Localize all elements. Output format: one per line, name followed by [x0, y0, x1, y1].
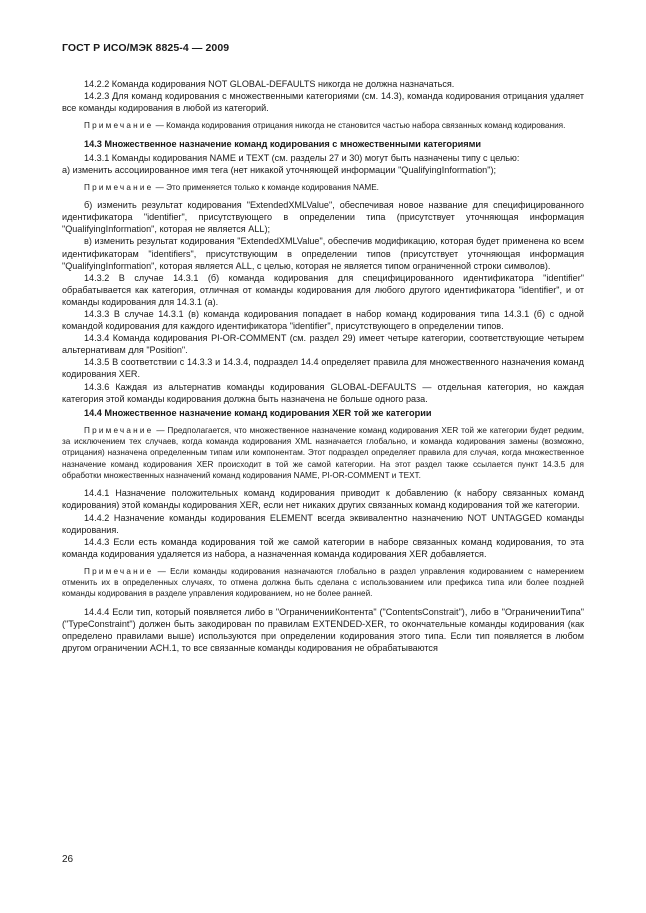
document-header: ГОСТ Р ИСО/МЭК 8825-4 — 2009	[62, 42, 230, 54]
note-label: Примечание	[84, 566, 154, 576]
note-text: — Если команды кодирования назначаются глобально в раздел управления кодированием с намерением отменить их в определенных случаях, то отмена должна быть сделана с использованием или префикса типа или более поздней команды кодирования в разделе управления кодированием, но не более ранней.	[62, 566, 584, 599]
paragraph-14-3-2: 14.3.2 В случае 14.3.1 (б) команда кодирования для специфицированного идентификатора "identifier" обрабатывается как категория, отличная от команды кодирования для любого другого идентификатора "identifier", и от команды кодирования для 14.3.1 (а).	[62, 272, 584, 307]
note-4	[62, 566, 584, 600]
note-text: — Предполагается, что множественное назначение команд кодирования XER той же категории будет редким, за исключением тех случаев, когда команда кодирования XML назначается глобально, и команда кодирования замены (возможно, отрицания) назначена определенным типам или компонентам. Этот подраздел определяет правила для случая, когда множественное назначение команд кодирования XER происходит в той же самой категории. На этот раздел также ссылается пункт 14.3.5 для обработки множественных назначений команд кодирования NAME, PI-OR-COMMENT и TEXT.	[62, 425, 584, 481]
paragraph-14-4-4: 14.4.4 Если тип, который появляется либо в "ОграниченииКонтента" ("ContentsConstrait"), либо в "ОграниченииТипа" ("TypeConstraint") должен быть закодирован по правилам EXTENDED-XER, то окончательные команды кодирования (как определено правилами выше) используются при определении кодирования этого типа. Если тип появляется в любом другом ограничении ACH.1, то все связанные команды кодирования не обрабатываются	[62, 606, 584, 654]
paragraph-14-3-3: 14.3.3 В случае 14.3.1 (в) команда кодирования попадает в набор команд кодирования типа 14.3.1 (б) с одной командой кодирования для каждого идентификатора "identifier", присутствующего в определении типов.	[62, 309, 584, 332]
note-label: Примечание	[84, 121, 154, 131]
note-2	[62, 182, 584, 193]
page-number: 26	[62, 854, 74, 865]
paragraph-14-4-1: 14.4.1 Назначение положительных команд кодирования приводит к добавлению (к набору связанных команд кодирования) этой команды кодирования XER, если нет никаких других связанных команд кодирования той же категории.	[62, 488, 584, 511]
paragraph-14-3-5: 14.3.5 В соответствии с 14.3.3 и 14.3.4, подраздел 14.4 определяет правила для множественного назначения команд кодирования XER.	[62, 357, 584, 380]
paragraph-14-2-2: 14.2.2 Команда кодирования NOT GLOBAL-DEFAULTS никогда не должна назначаться.	[84, 79, 455, 89]
note-3	[62, 425, 584, 481]
list-item-b: б) изменить результат кодирования "ExtendedXMLValue", обеспечивая новое название для специфицированного идентификатора "identifier", присутствующего в определении типа (присутствует уточняющая информация "QualifyingInformation", которая не является ALL);	[62, 200, 584, 235]
list-item-a: а) изменить ассоциированное имя тега (нет никакой уточняющей информации "QualifyingInformation");	[62, 164, 497, 175]
section-heading-14-4: 14.4 Множественное назначение команд кодирования XER той же категории	[84, 407, 432, 418]
paragraph-14-4-2: 14.4.2 Назначение команды кодирования ELEMENT всегда эквивалентно назначению NOT UNTAGGED команды кодирования.	[62, 512, 584, 535]
page-body	[62, 78, 584, 654]
note-text: — Это применяется только к команде кодирования NAME.	[153, 182, 379, 192]
note-label: Примечание	[84, 425, 154, 435]
paragraph-14-3-1: 14.3.1 Команды кодирования NAME и TEXT (см. разделы 27 и 30) могут быть назначены типу с целью:	[84, 152, 520, 163]
paragraph-14-3-4: 14.3.4 Команда кодирования PI-OR-COMMENT (см. раздел 29) имеет четыре категории, соответствующие четырем альтернативам для "Position".	[62, 333, 584, 356]
note-label: Примечание	[84, 182, 154, 192]
note-1	[62, 120, 584, 131]
section-heading-14-3: 14.3 Множественное назначение команд кодирования с множественными категориями	[84, 138, 482, 149]
note-text: — Команда кодирования отрицания никогда не становится частью набора связанных команд кодирования.	[153, 121, 566, 131]
paragraph-14-3-6: 14.3.6 Каждая из альтернатив команды кодирования GLOBAL-DEFAULTS — отдельная категория, но каждая категория этой команды кодирования должна быть назначена не больше одного раза.	[62, 381, 584, 404]
paragraph-14-2-3: 14.2.3 Для команд кодирования с множественными категориями (см. 14.3), команда кодирования отрицания удаляет все команды кодирования в любой из категорий.	[62, 91, 584, 114]
paragraph-14-4-3: 14.4.3 Если есть команда кодирования той же самой категории в наборе связанных команд кодирования, то эта команда кодирования удаляется из набора, а назначенная команда кодирования XER добавляется.	[62, 536, 584, 559]
list-item-v: в) изменить результат кодирования "ExtendedXMLValue", обеспечив модификацию, которая будет применена ко всем идентификаторам "identifiers", присутствующим в определении типов (присутствует уточняющая информация "QualifyingInformation", которая является ALL, с целью, которая не является типом ограниченной строки символов).	[62, 236, 584, 271]
